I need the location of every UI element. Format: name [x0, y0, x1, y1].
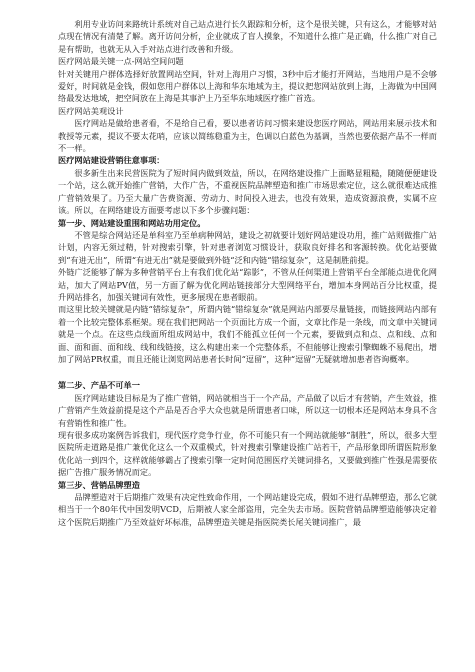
section-heading: 第三步、营销品牌塑造 [58, 479, 140, 490]
spacer [58, 365, 437, 379]
paragraph: 现有很多成功案例告诉我们，现代医疗竞争行业，你不可能只有一个网站就能够“制胜”，所以，很多大型医院所走道路是推广兼优化这么一个双重模式，针对搜索引擎建设推广站若干，产品形象即所谓医院形象优化站一到四个，这样就能够霸占了搜索引擎一定时间范围医疗关键词排名，又要做到推广性强是需要依据广告推广服务情况而定。 [58, 430, 437, 478]
paragraph: 而这里比较关键就是内链“错综复杂”，所谓内链“错综复杂”就是网站内部要尽量链接，而链接网站内部有着一个比较完整体系框架。现在我们把网站一个页面比方成一个面，文章比作是一条线，而文章中关键词就是一个点。在这些点线面所组成网站中，我们不能孤立任何一个元素，要做到点和点、点和线、点和面、面和面、面和线、线和线链接，这么构建出来一个完整体系，不但能够让搜索引擎蜘蛛不易爬出，增加了网站PR权重，而且还能让浏览网站患者长时间“逗留”，这种“逗留”无疑就增加患者咨询概率。 [58, 304, 437, 364]
paragraph: 医疗网站建设目标是为了推广营销，网站就相当于一个产品，产品做了以后才有营销，产生效益，推广营销产生效益前提是这个产品是否合乎大众也就是所谓患者口味，所以这一切根本还是网站本身具不含有营销性和推广性。 [58, 392, 437, 428]
paragraph: 医疗网站美观设计 [58, 105, 124, 116]
paragraph: 很多新生出来民营医院为了短时间内做到效益，所以，在网络建设推广上面略显粗糙，随随便便建设一个站，这么就开始推广营销，大作广告，不重视医院品牌塑造和推广市场思索定位，这么就很难达成推广营销效果了。乃至大量广告费资源、劳动力、时间投入进去，也没有效果，造成资源浪费，实属不应该。所以，在网络建设方面要考虑以下多个步骤问题： [58, 167, 437, 216]
section-heading: 第一步、网站建设重围和网站功用定位。 [58, 217, 206, 228]
section-heading: 第二步、产品不可单一 [58, 380, 140, 391]
paragraph: 医疗网站是做给患者看，不是给自己看，要以患者访问习惯来建设您医疗网站，网站用来展示技术和教授等元素，提议不要太花哨，应该以简练稳重为主，色调以白蓝色为基调，当然也要依据产品不一样而不一样。 [58, 118, 437, 154]
paragraph: 利用专业访问来路统计系统对自己站点进行长久跟踪和分析，这个是很关键，只有这么，才能够对站点现在情况有清楚了解。离开访问分析，企业就成了盲人摸象，不知道什么推广是正确，什么推广对自己是有帮助，也就无从入手对站点进行改善和升级。 [58, 19, 437, 54]
paragraph: 针对关键用户群体选择好放置网站空间，针对上海用户习惯，3秒中后才能打开网站，当地用户是不会够爱好，时间就是金钱，假如您用户群体以上海和华东地域为主，提议把您网站放到上海，上海做为中国网络最发达地域，把空间放在上海是其事沪上乃至华东地域医疗推广首选。 [58, 68, 437, 104]
section-heading: 医疗网站建设营销往意事项： [58, 155, 165, 166]
paragraph: 医疗网站最关键一点-网站空间问题 [58, 56, 184, 67]
paragraph: 外链广泛能够了解为多种营销平台上有我们优化站“踪影”，不管从任何渠道上营销平台全部能点进优化网站，加大了网站PV值，另一方面了解为优化网站链接部分大型网络平台，增加本身网站百分比权重，提升网站排名，加强关键词有效性，更多展现在患者眼前。 [58, 267, 437, 302]
paragraph: 不管是综合网站还是单科室乃至单病种网站，建设之初就要计划好网站建设功用，推广站则做推广站计划，内容无须过精，针对搜索引擎，针对患者浏览习惯设计，获取良好排名和客源转换。优化站要做到“有进无出”，所谓“有进无出”就是要做到外链“泛和内链“错综复杂”，这是制胜前提。 [58, 229, 437, 265]
paragraph: 品牌塑造对于后期推广效果有决定性致命作用，一个网站建设完成，假如不进行品牌塑造，那么它就相当于一个80年代中国发明VCD，后期被人家全部盗用，完全失去市场。医院营销品牌塑造能够决定着这个医院后期推广乃至效益好坏标准，品牌塑造关键是指医院类长尾关键词推广，最 [58, 492, 437, 527]
